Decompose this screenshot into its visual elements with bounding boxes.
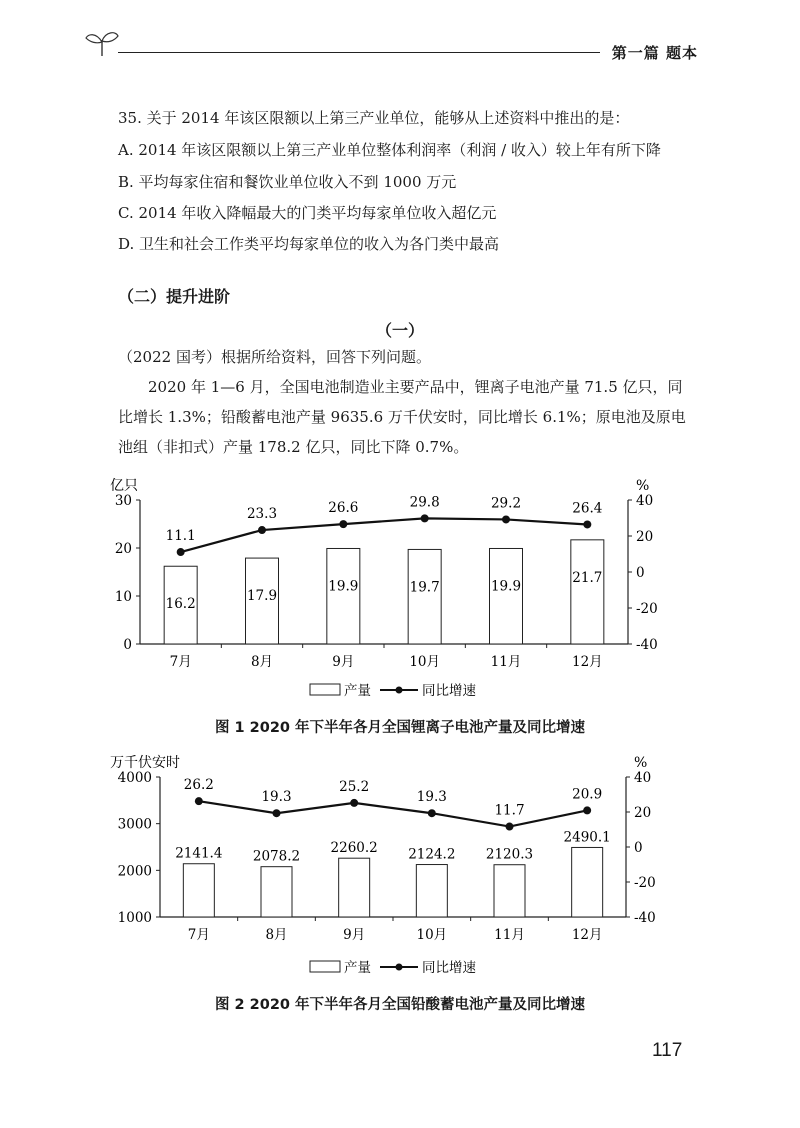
growth-point [502, 515, 510, 523]
growth-value-label: 29.8 [409, 494, 440, 511]
left-tick-label: 10 [114, 589, 132, 605]
bar [339, 858, 370, 917]
right-tick-label: 0 [636, 565, 645, 581]
chart-lithium-battery [0, 470, 800, 710]
bar-value-label: 2490.1 [563, 829, 611, 846]
material-source: （2022 国考）根据所给资料，回答下列问题。 [118, 348, 431, 366]
growth-point [195, 797, 203, 805]
growth-value-label: 25.2 [339, 778, 370, 795]
bar-value-label: 2120.3 [485, 846, 534, 863]
growth-point [258, 526, 266, 534]
legend-line-label: 同比增速 [422, 683, 476, 699]
growth-point [506, 823, 514, 831]
bar-value-label: 19.9 [490, 578, 522, 595]
option-c: C. 2014 年收入降幅最大的门类平均每家单位收入超亿元 [118, 204, 497, 222]
bar [490, 548, 523, 644]
growth-point [583, 520, 591, 528]
legend-line-marker [396, 687, 403, 694]
growth-value-label: 26.2 [183, 777, 214, 794]
bar [494, 865, 525, 917]
legend-line-label: 同比增速 [422, 960, 476, 976]
bar-value-label: 16.2 [165, 596, 196, 613]
growth-point [428, 809, 436, 817]
x-tick-label: 7月 [169, 654, 192, 670]
right-tick-label: 40 [634, 770, 652, 786]
right-tick-label: -20 [634, 875, 656, 891]
legend-bar-label: 产量 [344, 683, 371, 699]
right-tick-label: -20 [636, 601, 658, 617]
bar [183, 864, 214, 917]
bar-value-label: 21.7 [572, 569, 603, 586]
left-tick-label: 2000 [117, 863, 152, 880]
chart-1-caption: 图 1 2020 年下半年各月全国锂离子电池产量及同比增速 [214, 720, 586, 736]
left-tick-label: 30 [114, 493, 132, 509]
growth-line [199, 801, 587, 826]
growth-line [181, 518, 588, 552]
growth-point [421, 514, 429, 522]
right-tick-label: 0 [634, 840, 643, 856]
x-tick-label: 9月 [332, 654, 355, 670]
legend-line-marker [396, 964, 403, 971]
header-title: 第一篇 题本 [611, 44, 698, 62]
material-text [118, 342, 688, 462]
x-tick-label: 9月 [343, 927, 366, 943]
bar-value-label: 19.7 [409, 579, 440, 596]
chart-lead-acid-battery [0, 745, 800, 990]
x-tick-label: 10月 [409, 654, 441, 670]
growth-point [583, 806, 591, 814]
option-b: B. 平均每家住宿和餐饮业单位收入不到 1000 万元 [118, 173, 457, 191]
right-axis-unit: % [634, 755, 648, 771]
material-paragraph: 2020 年 1—6 月，全国电池制造业主要产品中，锂离子电池产量 71.5 亿只，同比增长 1.3%；铅酸蓄电池产量 9635.6 万千伏安时，同比增长 6.1%；原电池及原电池组（非扣式）产量 178.2 亿只，同比下降 0.7%。 [118, 378, 686, 456]
x-tick-label: 8月 [265, 927, 288, 943]
growth-point [339, 520, 347, 528]
question-stem: 35. 关于 2014 年该区限额以上第三产业单位，能够从上述资料中推出的是： [118, 109, 630, 127]
material-number: （一） [375, 321, 424, 340]
section-heading: （二）提升进阶 [118, 287, 231, 306]
legend-bar-swatch [310, 684, 340, 695]
growth-value-label: 11.1 [165, 528, 196, 545]
header-rule [118, 52, 600, 53]
growth-value-label: 20.9 [572, 786, 603, 803]
bar-value-label: 2141.4 [175, 845, 223, 862]
growth-value-label: 11.7 [494, 802, 525, 819]
x-tick-label: 11月 [494, 927, 525, 943]
growth-point [273, 809, 281, 817]
left-tick-label: 20 [114, 541, 132, 557]
right-tick-label: -40 [636, 637, 658, 653]
left-tick-label: 4000 [117, 770, 152, 786]
bar [416, 865, 447, 917]
right-tick-label: 20 [634, 805, 652, 821]
left-tick-label: 3000 [117, 816, 152, 833]
legend-bar-label: 产量 [344, 960, 371, 976]
growth-value-label: 26.6 [328, 500, 359, 517]
bar [327, 548, 360, 644]
option-a: A. 2014 年该区限额以上第三产业单位整体利润率（利润 / 收入）较上年有所下降 [118, 141, 661, 159]
growth-point [177, 548, 185, 556]
right-tick-label: 40 [636, 493, 654, 509]
bar-value-label: 2260.2 [330, 840, 378, 857]
right-axis-unit: % [636, 478, 650, 494]
page-number: 117 [652, 1040, 683, 1061]
option-d: D. 卫生和社会工作类平均每家单位的收入为各门类中最高 [118, 235, 500, 253]
right-tick-label: 20 [636, 529, 654, 545]
growth-value-label: 23.3 [246, 506, 278, 523]
left-tick-label: 0 [123, 637, 132, 653]
bar [261, 867, 292, 917]
bar-value-label: 19.9 [328, 578, 359, 595]
bar-value-label: 2124.2 [408, 846, 456, 863]
bar-value-label: 17.9 [246, 588, 278, 605]
sprout-icon [82, 28, 122, 58]
x-tick-label: 12月 [571, 927, 603, 943]
growth-value-label: 19.3 [261, 789, 292, 806]
x-tick-label: 11月 [490, 654, 522, 670]
left-axis-unit: 万千伏安时 [110, 755, 180, 771]
x-tick-label: 12月 [571, 654, 603, 670]
chart-2-caption: 图 2 2020 年下半年各月全国铅酸蓄电池产量及同比增速 [214, 997, 586, 1013]
growth-value-label: 29.2 [490, 495, 522, 512]
x-tick-label: 7月 [187, 927, 210, 943]
bar [572, 847, 603, 917]
x-tick-label: 8月 [250, 654, 274, 670]
bar-value-label: 2078.2 [252, 848, 301, 865]
left-axis-unit: 亿只 [110, 478, 138, 494]
growth-point [350, 799, 358, 807]
growth-value-label: 26.4 [572, 500, 603, 517]
bar [408, 549, 441, 644]
growth-value-label: 19.3 [416, 789, 447, 806]
bar [571, 540, 604, 644]
right-tick-label: -40 [634, 910, 656, 926]
x-tick-label: 10月 [416, 927, 448, 943]
left-tick-label: 1000 [117, 910, 152, 926]
legend-bar-swatch [310, 961, 340, 972]
